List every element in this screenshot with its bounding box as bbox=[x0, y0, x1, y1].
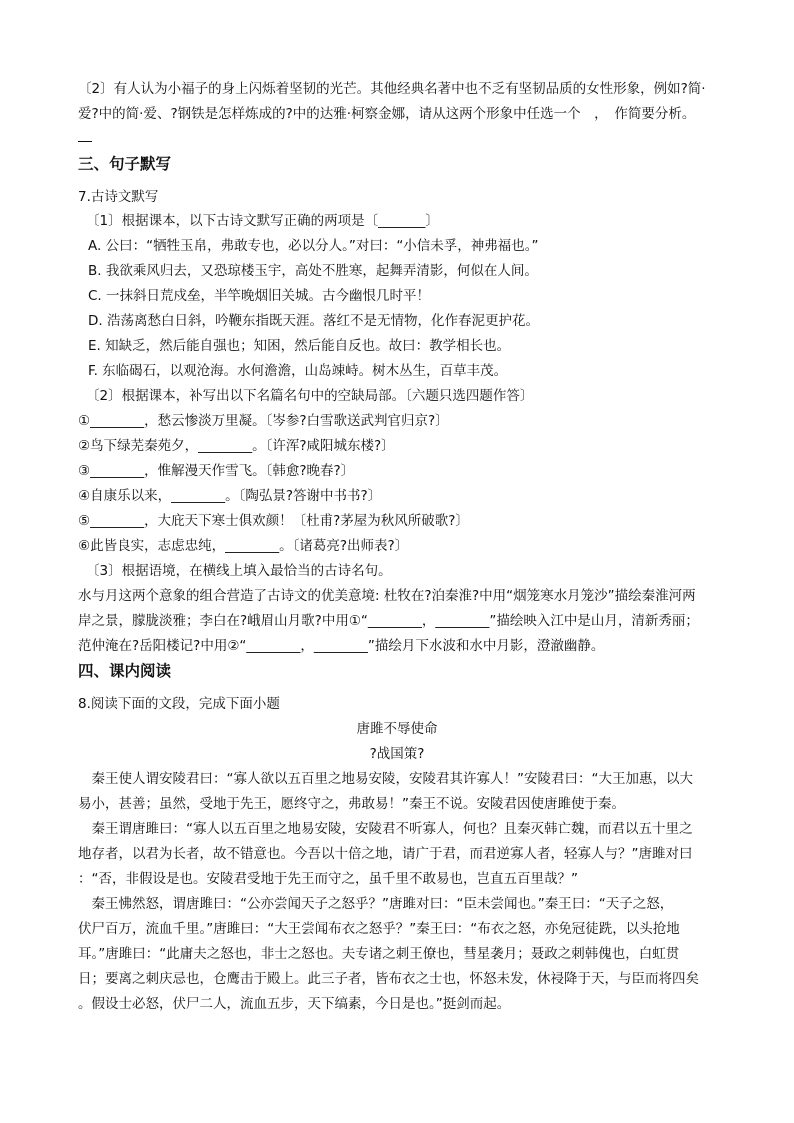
q7-title: 7.古诗文默写 bbox=[78, 189, 159, 205]
q7-part3-line1: 水与月这两个意象的组合营造了古诗文的优美意境: 杜牧在?泊秦淮?中用“烟笼寒水月笼沙”描绘秦淮河两 bbox=[78, 588, 696, 604]
passage-line: 地存者，以君为长者，故不错意也。今吾以十倍之地，请广于君，而君逆寡人者，轻寡人与？”唐雎对曰 bbox=[78, 846, 693, 862]
q7-part1-prompt: 〔1〕根据课本，以下古诗文默写正确的两项是〔_______〕 bbox=[86, 213, 439, 229]
passage-line: 秦王怫然怒，谓唐雎曰：“公亦尝闻天子之怒乎？”唐雎对曰：“臣未尝闻也。”秦王曰：“天子之怒， bbox=[78, 896, 674, 912]
section-heading-3: 三、句子默写 bbox=[78, 155, 172, 173]
fill-blank-3: ③________，惟解漫天作雪飞。〔韩愈?晚春?〕 bbox=[78, 463, 355, 479]
passage-line: 伏尸百万，流血千里。”唐雎曰：“大王尝闻布衣之怒乎？”秦王曰：“布衣之怒，亦免冠徒跣，以头抢地 bbox=[78, 921, 680, 937]
fill-blank-6: ⑥此皆良实，志虑忠纯，________。〔诸葛亮?出师表?〕 bbox=[78, 538, 409, 554]
option-f: F. 东临碣石，以观沧海。水何澹澹，山岛竦峙。树木丛生，百草丰茂。 bbox=[88, 363, 508, 379]
passage-line: 。假设士必怒，伏尸二人，流血五步，天下缟素，今日是也。”挺剑而起。 bbox=[78, 996, 511, 1012]
q7-part3-prompt: 〔3〕根据语境，在横线上填入最恰当的古诗名句。 bbox=[86, 563, 392, 579]
passage-line: 耳。”唐雎曰：“此庸夫之怒也，非士之怒也。夫专诸之刺王僚也，彗星袭月；聂政之刺韩傀也，白虹贯 bbox=[78, 946, 680, 962]
answer-line bbox=[78, 141, 92, 142]
q8-title: 8.阅读下面的文段，完成下面小题 bbox=[78, 696, 280, 712]
q7-part3-line2: 岸之景，朦胧淡雅；李白在?峨眉山月歌?中用①“________，________”描绘映入江中是山月，清新秀丽； bbox=[78, 613, 699, 629]
option-c: C. 一抹斜日荒戍垒，半竿晚烟旧关城。古今幽恨几时平！ bbox=[88, 288, 431, 304]
fill-blank-5: ⑤________，大庇天下寒士俱欢颜！〔杜甫?茅屋为秋风所破歌?〕 bbox=[78, 513, 469, 529]
option-b: B. 我欲乘风归去，又恐琼楼玉宇，高处不胜寒，起舞弄清影，何似在人间。 bbox=[88, 263, 538, 279]
q6-part2-line1: 〔2〕有人认为小福子的身上闪烁着坚韧的光芒。其他经典名著中也不乏有坚韧品质的女性形象，例如?简· bbox=[78, 81, 706, 97]
fill-blank-1: ①________，愁云惨淡万里凝。〔岑参?白雪歌送武判官归京?〕 bbox=[78, 413, 449, 429]
passage-line: 易小，甚善；虽然，受地于先王，愿终守之，弗敢易！”秦王不说。安陵君因使唐雎使于秦。 bbox=[78, 796, 625, 812]
fill-blank-2: ②鸟下绿芜秦苑夕，________。〔许浑?咸阳城东楼?〕 bbox=[78, 438, 395, 454]
option-a: A. 公曰：“牺牲玉帛，弗敢专也，必以分人。”对曰：“小信未孚，神弗福也。” bbox=[88, 238, 539, 254]
option-e: E. 知缺乏，然后能自强也；知困，然后能自反也。故曰：教学相长也。 bbox=[88, 338, 511, 354]
passage-title: 唐雎不辱使命 bbox=[356, 721, 438, 737]
q7-part3-line3: 范仲淹在?岳阳楼记?中用②“________，________”描绘月下水波和水中月影，澄澈幽静。 bbox=[78, 638, 605, 654]
section-heading-4: 四、课内阅读 bbox=[78, 662, 172, 680]
passage-source: ?战国策? bbox=[369, 746, 425, 762]
passage-line: 日；要离之刺庆忌也，仓鹰击于殿上。此三子者，皆布衣之士也，怀怒未发，休祲降于天，与臣而将四矣 bbox=[78, 971, 699, 987]
passage-line: 秦王谓唐雎曰：“寡人以五百里之地易安陵，安陵君不听寡人，何也？且秦灭韩亡魏，而君以五十里之 bbox=[78, 821, 693, 837]
passage-line: 秦王使人谓安陵君曰：“寡人欲以五百里之地易安陵，安陵君其许寡人！”安陵君曰：“大王加惠，以大 bbox=[78, 771, 693, 787]
q7-part2-prompt: 〔2〕根据课本，补写出以下名篇名句中的空缺局部。〔六题只选四题作答〕 bbox=[86, 388, 534, 404]
fill-blank-4: ④自康乐以来，________。〔陶弘景?答谢中书书?〕 bbox=[78, 488, 382, 504]
passage-line: ：“否，非假设是也。安陵君受地于先王而守之，虽千里不敢易也，岂直五百里哉？” bbox=[78, 871, 578, 887]
option-d: D. 浩荡离愁白日斜，吟鞭东指既天涯。落红不是无情物，化作春泥更护花。 bbox=[88, 313, 539, 329]
q6-part2-line2: 爱?中的简·爱、?钢铁是怎样炼成的?中的达雅·柯察金娜，请从这两个形象中任选一个 ， 作简要分析。 bbox=[78, 106, 696, 122]
